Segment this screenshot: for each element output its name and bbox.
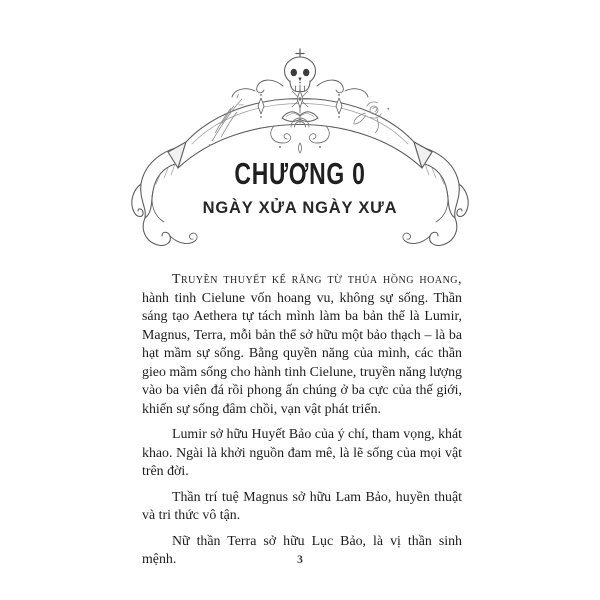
paragraph-text: hành tinh Cielune vốn hoang vu, không sự sống. Thần sáng tạo Aethera tự tách mình làm ba bản thể là Lumir, Magnus, Terra, mỗi bản thể sở hữu một bảo thạch – là ba hạt mầm sự sống. Bằng quyền năng của mình, các thần gieo mầm sống cho hành tinh Cielune, truyền năng lượng vào ba viên đá rồi phong ấn chúng ở ba cực của thế giới, khiến sự sống đâm chồi, vạn vật phát triển. <box>142 290 462 417</box>
chapter-title: NGÀY XỬA NGÀY XƯA <box>202 199 398 217</box>
chapter-body <box>142 271 462 577</box>
paragraph-text: Thần trí tuệ Magnus sở hữu Lam Bảo, huyền thuật và tri thức vô tận. <box>142 489 462 523</box>
paragraph-3 <box>142 489 462 526</box>
paragraph-2 <box>142 426 462 482</box>
paragraph-1 <box>142 271 462 419</box>
paragraph-text: Lumir sở hữu Huyết Bảo của ý chí, tham vọng, khát khao. Ngài là khởi nguồn đam mê, là lẽ sống của mọi vật trên đời. <box>142 427 462 479</box>
chapter-banner-illustration <box>120 44 480 256</box>
page-number: 3 <box>297 554 303 566</box>
paragraph-lead: Truyền thuyết kể rằng từ thủa hồng hoang, <box>172 272 462 287</box>
chapter-number: CHƯƠNG 0 <box>234 156 366 191</box>
paragraph-text: Nữ thần Terra sở hữu Lục Bảo, là vị thần sinh mệnh. <box>142 533 462 567</box>
